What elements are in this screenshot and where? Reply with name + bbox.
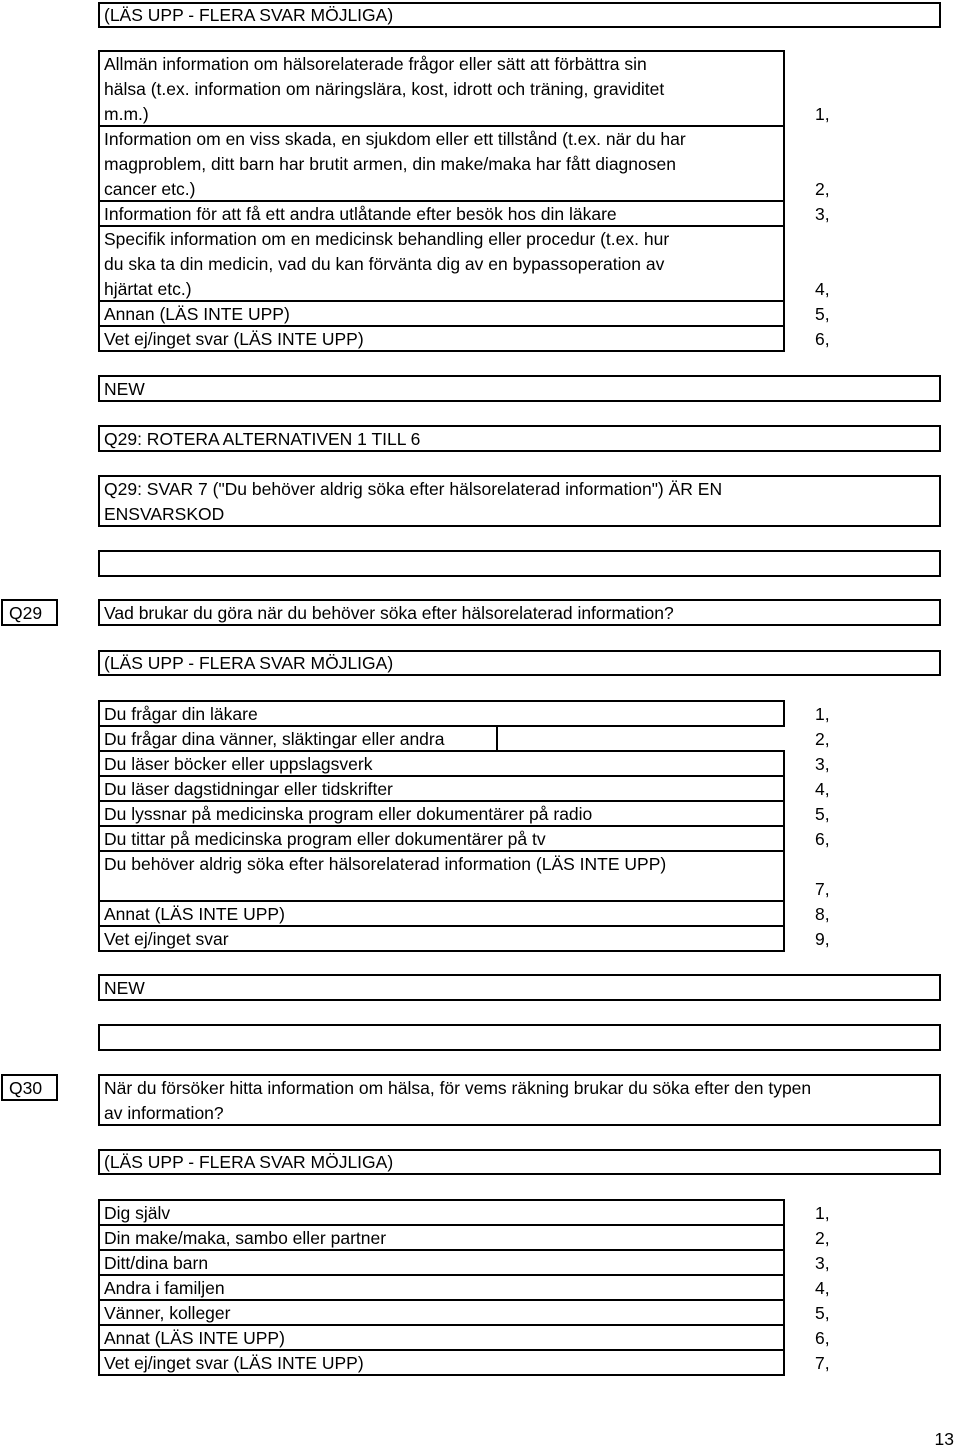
option-label: Du tittar på medicinska program eller dokumentärer på tv — [104, 829, 546, 849]
option-label-line: Vet ej/inget svar (LÄS INTE UPP) — [104, 329, 364, 349]
option-code: 1, — [815, 104, 830, 124]
question-box — [98, 599, 941, 626]
option-label-line: magproblem, ditt barn har brutit armen, din make/maka har fått diagnosen — [104, 154, 676, 174]
option-label: Du frågar dina vänner, släktingar eller andra — [104, 729, 445, 749]
option-label-line: Annan (LÄS INTE UPP) — [104, 304, 290, 324]
option-label-line: Information om en viss skada, en sjukdom eller ett tillstånd (t.ex. när du har — [104, 129, 686, 149]
option-code: 3, — [815, 754, 830, 774]
question-box — [98, 1074, 941, 1126]
instruction-text: (LÄS UPP - FLERA SVAR MÖJLIGA) — [104, 1152, 394, 1172]
option-box — [98, 50, 785, 127]
instruction-text: (LÄS UPP - FLERA SVAR MÖJLIGA) — [104, 5, 394, 25]
single-code-note-box — [98, 475, 941, 527]
option-label: Andra i familjen — [104, 1278, 225, 1298]
instruction-text: (LÄS UPP - FLERA SVAR MÖJLIGA) — [104, 653, 394, 673]
question-number-box — [1, 599, 58, 626]
instruction-box — [98, 650, 941, 676]
option-code: 7, — [815, 879, 830, 899]
option-box — [98, 225, 785, 302]
option-code: 4, — [815, 1278, 830, 1298]
question-number-box — [1, 1074, 58, 1101]
single-code-note-line: Q29: SVAR 7 ("Du behöver aldrig söka efter hälsorelaterad information") ÄR EN — [104, 479, 723, 499]
single-code-note-line: ENSVARSKOD — [104, 504, 225, 524]
option-box — [98, 775, 785, 802]
option-box — [98, 325, 785, 352]
option-box — [98, 1199, 785, 1226]
option-label-line: cancer etc.) — [104, 179, 196, 199]
new-label: NEW — [104, 379, 145, 399]
new-label-box — [98, 974, 941, 1001]
option-label: Du läser dagstidningar eller tidskrifter — [104, 779, 393, 799]
option-label: Din make/maka, sambo eller partner — [104, 1228, 387, 1248]
option-label-line: hjärtat etc.) — [104, 279, 192, 299]
question-text: Vad brukar du göra när du behöver söka efter hälsorelaterad information? — [104, 603, 674, 623]
option-code: 7, — [815, 1353, 830, 1373]
option-box — [98, 750, 785, 777]
empty-box — [98, 1024, 941, 1051]
option-box — [98, 900, 785, 927]
option-label: Dig själv — [104, 1203, 171, 1223]
option-code: 3, — [815, 1253, 830, 1273]
instruction-box — [98, 2, 941, 28]
option-label: Annat (LÄS INTE UPP) — [104, 904, 285, 924]
question-text-line: När du försöker hitta information om hälsa, för vems räkning brukar du söka efter den typen — [104, 1078, 812, 1098]
option-box — [98, 1299, 785, 1326]
option-label: Du frågar din läkare — [104, 704, 258, 724]
option-label-line: hälsa (t.ex. information om näringslära, kost, idrott och träning, graviditet — [104, 79, 665, 99]
option-box — [98, 800, 785, 827]
option-label: Ditt/dina barn — [104, 1253, 209, 1273]
option-code: 1, — [815, 704, 830, 724]
option-label: Vet ej/inget svar — [104, 929, 229, 949]
option-code: 6, — [815, 1328, 830, 1348]
option-code: 6, — [815, 829, 830, 849]
rotate-note: Q29: ROTERA ALTERNATIVEN 1 TILL 6 — [104, 429, 421, 449]
option-code: 5, — [815, 1303, 830, 1323]
option-code: 2, — [815, 729, 830, 749]
option-box — [98, 925, 785, 952]
question-text-line: av information? — [104, 1103, 224, 1123]
option-code: 2, — [815, 179, 830, 199]
new-label-box — [98, 375, 941, 402]
page-number: 13 — [934, 1429, 954, 1449]
option-label: Vet ej/inget svar (LÄS INTE UPP) — [104, 1353, 364, 1373]
option-code: 8, — [815, 904, 830, 924]
option-code: 5, — [815, 304, 830, 324]
option-code: 2, — [815, 1228, 830, 1248]
option-box — [98, 125, 785, 202]
option-label: Du behöver aldrig söka efter hälsorelaterad information (LÄS INTE UPP) — [104, 854, 667, 874]
option-code: 5, — [815, 804, 830, 824]
option-label-line: Specifik information om en medicinsk behandling eller procedur (t.ex. hur — [104, 229, 670, 249]
option-code: 6, — [815, 329, 830, 349]
option-box — [98, 850, 785, 902]
option-label-line: Allmän information om hälsorelaterade frågor eller sätt att förbättra sin — [104, 54, 647, 74]
option-code: 9, — [815, 929, 830, 949]
option-label: Vänner, kolleger — [104, 1303, 231, 1323]
option-box — [98, 725, 498, 752]
empty-box — [98, 550, 941, 577]
option-code: 3, — [815, 204, 830, 224]
option-label: Du läser böcker eller uppslagsverk — [104, 754, 373, 774]
option-code: 4, — [815, 279, 830, 299]
new-label: NEW — [104, 978, 145, 998]
question-number: Q30 — [9, 1078, 43, 1098]
option-box — [98, 825, 785, 852]
option-box — [98, 300, 785, 327]
option-code: 4, — [815, 779, 830, 799]
question-number: Q29 — [9, 603, 43, 623]
option-box — [98, 1224, 785, 1251]
instruction-box — [98, 1149, 941, 1175]
option-label-line: Information för att få ett andra utlåtande efter besök hos din läkare — [104, 204, 617, 224]
option-code: 1, — [815, 1203, 830, 1223]
option-label-line: du ska ta din medicin, vad du kan förvänta dig av en bypassoperation av — [104, 254, 665, 274]
option-box — [98, 200, 785, 227]
option-box — [98, 700, 785, 727]
option-label: Du lyssnar på medicinska program eller dokumentärer på radio — [104, 804, 593, 824]
option-box — [98, 1324, 785, 1351]
option-label: Annat (LÄS INTE UPP) — [104, 1328, 285, 1348]
option-box — [98, 1349, 785, 1376]
option-box — [98, 1274, 785, 1301]
rotate-note-box — [98, 425, 941, 452]
option-box — [98, 1249, 785, 1276]
option-label-line: m.m.) — [104, 104, 149, 124]
